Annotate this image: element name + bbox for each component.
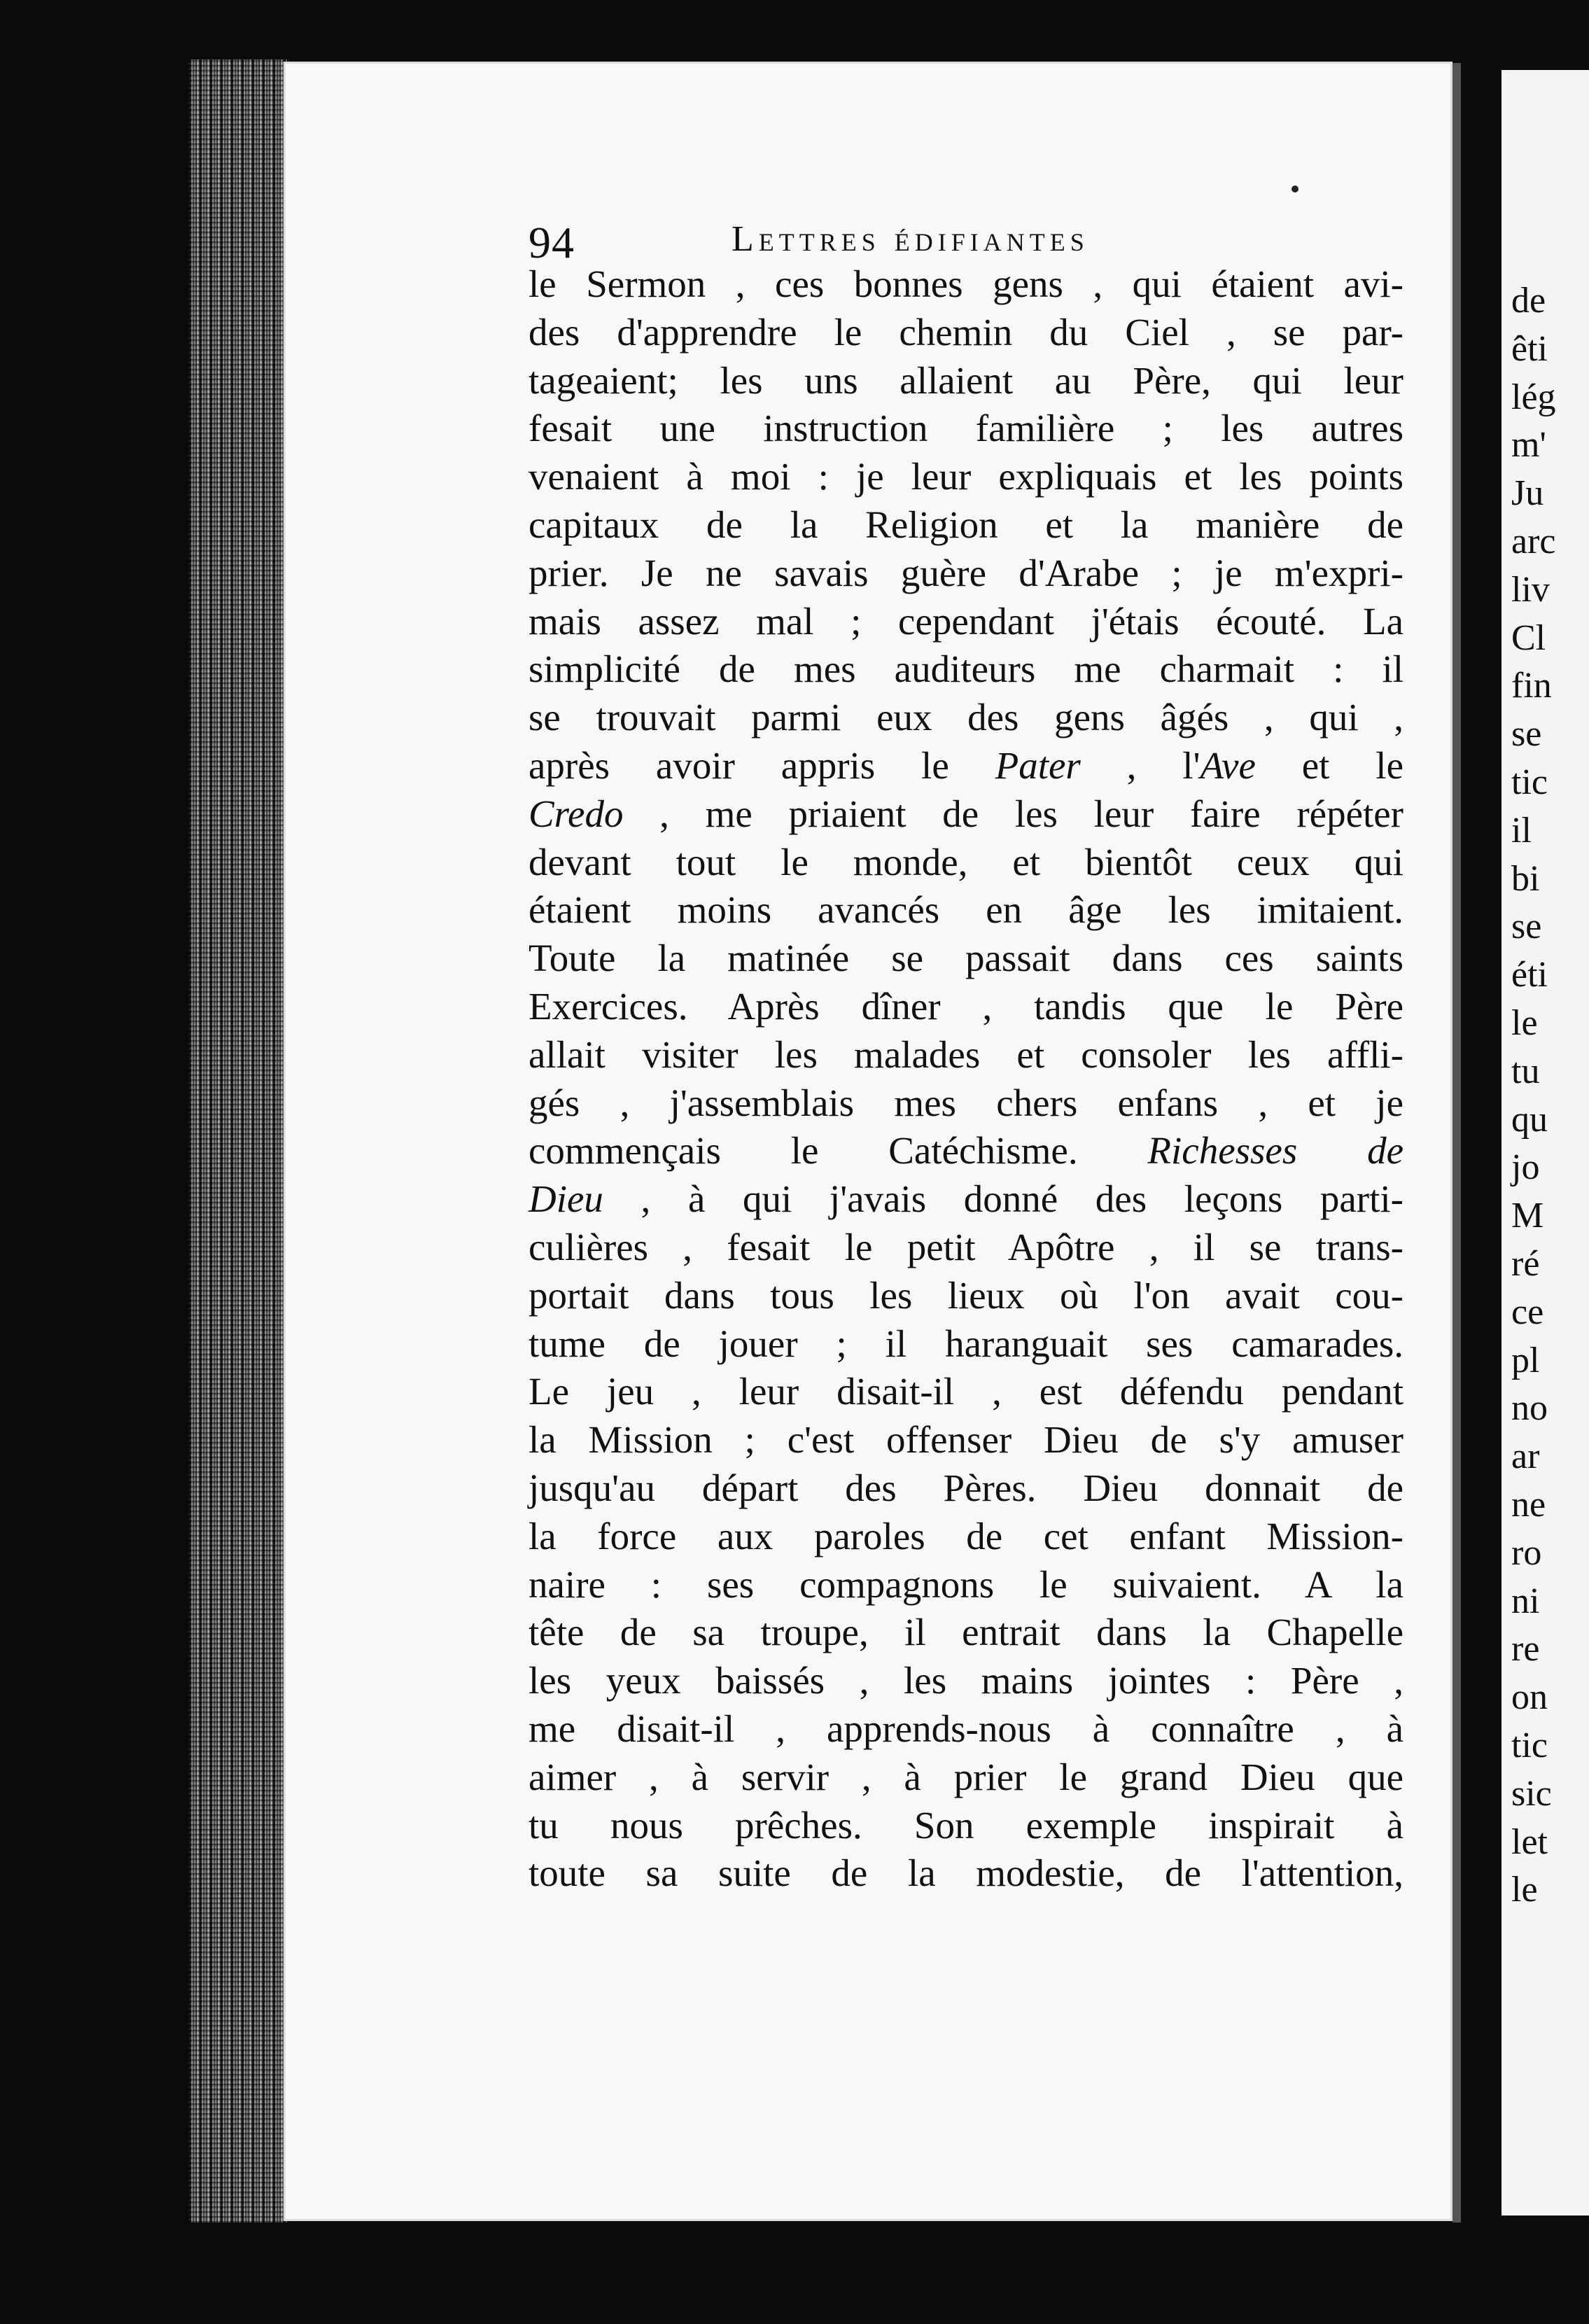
page-edges	[189, 59, 287, 2222]
facing-page-fragment: tic	[1511, 1726, 1548, 1765]
text-run: venaient à moi : je leur expliquais et les points	[528, 455, 1404, 498]
text-line	[528, 357, 1404, 405]
running-title: Lettres édifiantes	[732, 219, 1089, 259]
text-run: Toute la matinée se passait dans ces saints	[528, 937, 1404, 980]
italic-text: Pater	[995, 743, 1081, 787]
text-line	[528, 1416, 1404, 1464]
text-run: devant tout le monde, et bientôt ceux qui	[528, 840, 1404, 883]
text-run: aimer , à servir , à prier le grand Dieu que	[528, 1755, 1404, 1798]
facing-page-fragment: le	[1511, 1003, 1538, 1043]
facing-page-fragment: let	[1511, 1821, 1548, 1862]
text-run: allait visiter les malades et consoler les affli-	[528, 1032, 1404, 1076]
text-line	[528, 1513, 1404, 1561]
facing-page-fragment: êti	[1511, 328, 1548, 369]
text-run: et le	[1255, 743, 1404, 787]
text-run: prier. Je ne savais guère d'Arabe ; je m'expri-	[528, 551, 1404, 594]
text-line	[528, 790, 1404, 839]
facing-page-fragment: fin	[1511, 666, 1552, 706]
text-run: le Sermon , ces bonnes gens , qui étaient avi-	[528, 262, 1404, 305]
text-line	[528, 1127, 1404, 1175]
text-line	[528, 1224, 1404, 1272]
text-line	[528, 1754, 1404, 1802]
facing-page-fragment: éti	[1511, 955, 1548, 995]
text-line	[528, 309, 1404, 357]
text-run: étaient moins avancés en âge les imitaient.	[528, 888, 1404, 932]
facing-page-fragment: liv	[1511, 569, 1550, 610]
text-run: portait dans tous les lieux où l'on avait cou-	[528, 1273, 1404, 1317]
facing-page-fragment: ce	[1511, 1292, 1544, 1332]
text-run: fesait une instruction familière ; les autres	[528, 407, 1404, 450]
text-run: me disait-il , apprends-nous à connaître , à	[528, 1707, 1404, 1750]
text-line	[528, 501, 1404, 550]
text-run: tête de sa troupe, il entrait dans la Chapelle	[528, 1611, 1404, 1654]
page-shadow	[1452, 63, 1461, 2222]
facing-page-fragment: bi	[1511, 858, 1540, 899]
text-run: jusqu'au départ des Pères. Dieu donnait de	[528, 1466, 1404, 1509]
text-line	[528, 260, 1404, 309]
text-line	[528, 1031, 1404, 1079]
facing-page-fragment: ar	[1511, 1436, 1540, 1477]
italic-text: Richesses de	[1147, 1129, 1404, 1172]
text-line	[528, 694, 1404, 742]
italic-text: Ave	[1200, 743, 1256, 787]
text-line	[528, 1705, 1404, 1754]
text-line	[528, 645, 1404, 694]
text-run: la force aux paroles de cet enfant Mission-	[528, 1514, 1404, 1558]
facing-page-fragment: Cl	[1511, 617, 1546, 658]
facing-page-fragment: lég	[1511, 377, 1556, 417]
text-run: Le jeu , leur disait-il , est défendu pendant	[528, 1370, 1404, 1413]
facing-page-fragment: ré	[1511, 1244, 1540, 1284]
text-line	[528, 1175, 1404, 1224]
text-line	[528, 1320, 1404, 1368]
facing-page-fragment: tic	[1511, 762, 1548, 802]
text-line	[528, 1368, 1404, 1416]
text-line	[528, 453, 1404, 501]
text-line	[528, 934, 1404, 983]
text-run: tume de jouer ; il haranguait ses camarades.	[528, 1322, 1404, 1365]
text-run: après avoir appris le	[528, 743, 995, 787]
facing-page-fragment: Ju	[1511, 473, 1544, 514]
text-line	[528, 1464, 1404, 1513]
text-run: se trouvait parmi eux des gens âgés , qui ,	[528, 696, 1404, 739]
ink-speck	[1292, 186, 1298, 192]
facing-page-fragment: pl	[1511, 1340, 1540, 1380]
text-run: tu nous prêches. Son exemple inspirait à	[528, 1803, 1404, 1847]
text-run: commençais le Catéchisme.	[528, 1129, 1148, 1172]
text-line	[528, 742, 1404, 790]
text-run: les yeux baissés , les mains jointes : Père ,	[528, 1659, 1404, 1702]
text-line	[528, 1561, 1404, 1609]
facing-page-fragment: ro	[1511, 1532, 1542, 1573]
text-line	[528, 405, 1404, 453]
text-line	[528, 886, 1404, 934]
text-run: , me priaient de les leur faire répéter	[623, 792, 1404, 835]
text-run: Exercices. Après dîner , tandis que le Père	[528, 984, 1404, 1028]
text-line	[528, 839, 1404, 887]
text-run: , l'	[1080, 743, 1200, 787]
text-line	[528, 1609, 1404, 1657]
text-run: , à qui j'avais donné des leçons parti-	[603, 1177, 1404, 1221]
text-line	[528, 598, 1404, 646]
italic-text: Dieu	[528, 1177, 603, 1221]
text-run: la Mission ; c'est offenser Dieu de s'y amuser	[528, 1418, 1404, 1462]
facing-page-fragment: il	[1511, 810, 1532, 850]
facing-page-fragment: m'	[1511, 425, 1546, 465]
facing-page-fragment: M	[1511, 1196, 1544, 1236]
facing-page-fragment: qu	[1511, 1099, 1548, 1140]
text-run: naire : ses compagnons le suivaient. A la	[528, 1562, 1404, 1606]
facing-page-fragment: tu	[1511, 1051, 1540, 1091]
facing-page-fragment: jo	[1511, 1147, 1540, 1188]
text-run: mais assez mal ; cependant j'étais écouté. La	[528, 599, 1404, 643]
facing-page-fragment: sic	[1511, 1773, 1552, 1814]
text-line	[528, 983, 1404, 1031]
gutter	[1461, 62, 1502, 2232]
text-run: toute sa suite de la modestie, de l'attention,	[528, 1851, 1404, 1895]
facing-page-fragment: arc	[1511, 522, 1556, 561]
facing-page-fragment: se	[1511, 714, 1542, 755]
text-run: gés , j'assemblais mes chers enfans , et je	[528, 1081, 1404, 1124]
facing-page-fragment: no	[1511, 1388, 1548, 1429]
facing-page-fragment: se	[1511, 906, 1542, 947]
text-line	[528, 1849, 1404, 1898]
text-line	[528, 1802, 1404, 1850]
text-run: capitaux de la Religion et la manière de	[528, 503, 1404, 546]
text-line	[528, 1079, 1404, 1128]
page-number: 94	[528, 218, 575, 267]
facing-page-fragment: ne	[1511, 1485, 1546, 1525]
text-run: culières , fesait le petit Apôtre , il se trans-	[528, 1225, 1404, 1268]
text-run: des d'apprendre le chemin du Ciel , se par-	[528, 310, 1404, 354]
facing-page-fragment: de	[1511, 281, 1546, 321]
text-run: simplicité de mes auditeurs me charmait : il	[528, 648, 1404, 691]
text-line	[528, 1657, 1404, 1705]
text-line	[528, 550, 1404, 598]
facing-page-fragment: ni	[1511, 1581, 1540, 1621]
text-line	[528, 1272, 1404, 1320]
facing-page-fragment: le	[1511, 1870, 1538, 1910]
facing-page-fragment: on	[1511, 1677, 1548, 1718]
italic-text: Credo	[528, 792, 624, 835]
body-text	[528, 260, 1404, 1898]
facing-page	[1502, 70, 1589, 2216]
text-run: tageaient; les uns allaient au Père, qui leur	[528, 358, 1404, 402]
facing-page-fragment: re	[1511, 1629, 1540, 1670]
